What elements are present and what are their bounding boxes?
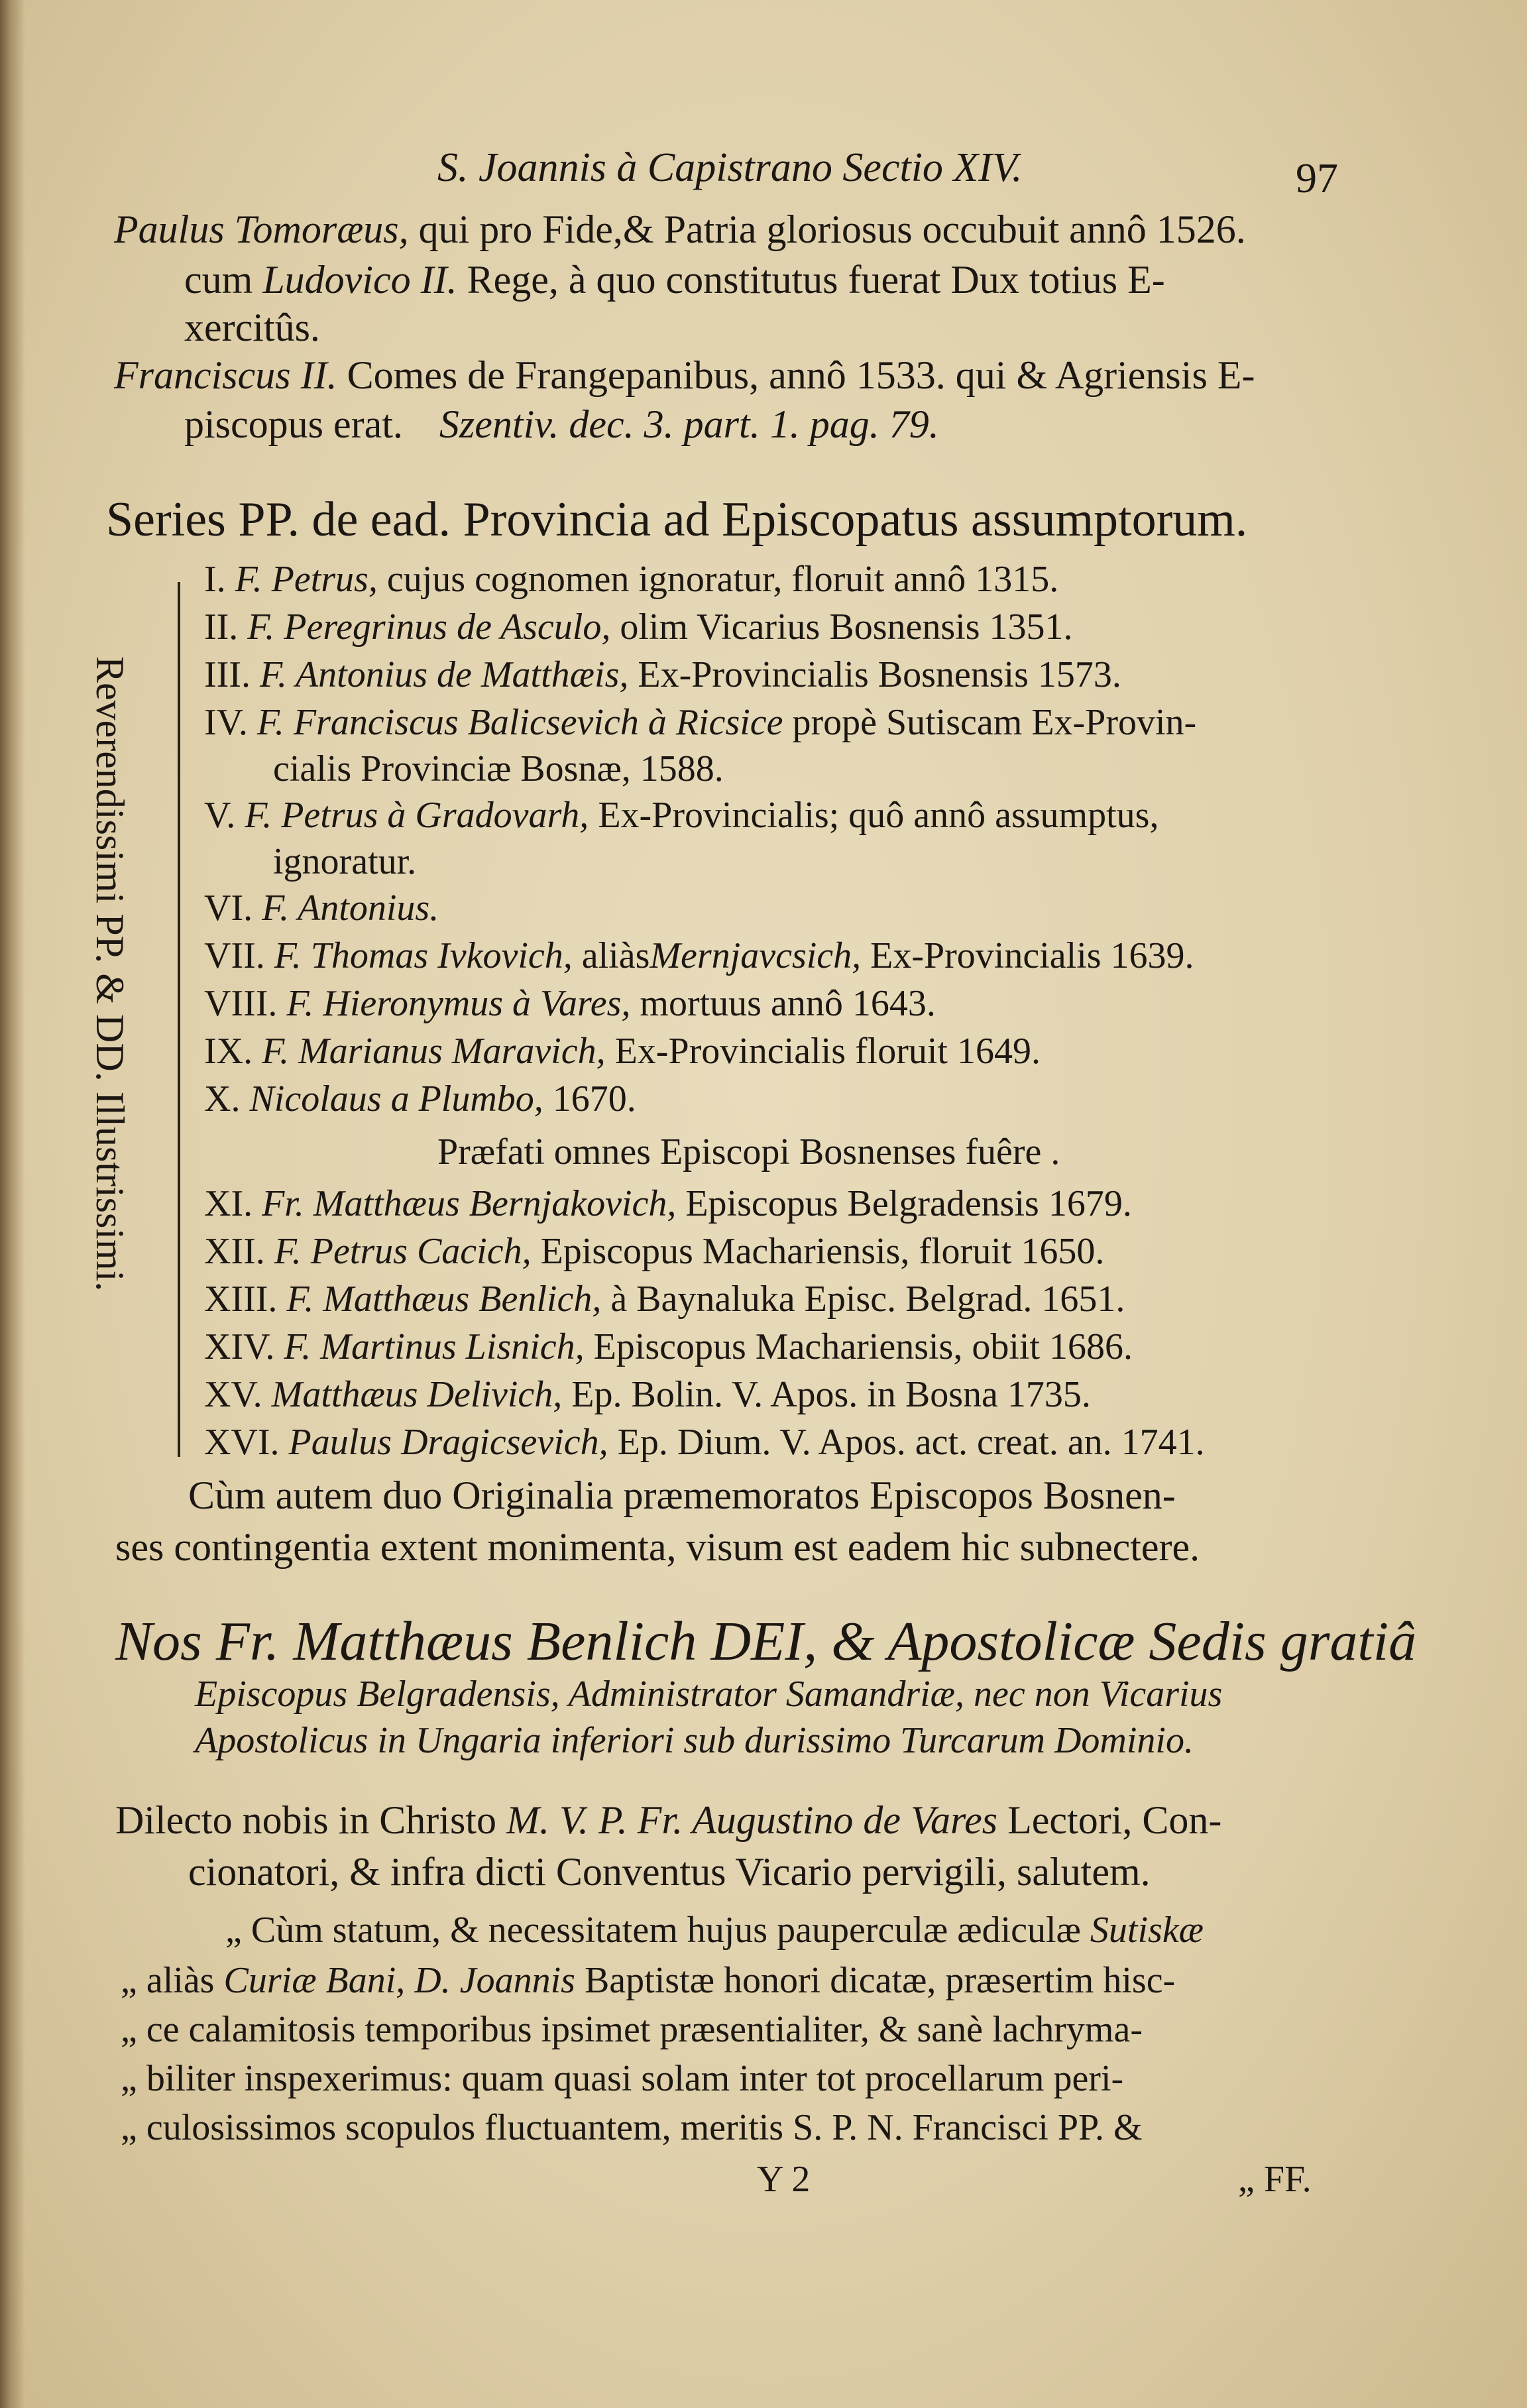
- bishop-name: Matthæus Delivich,: [271, 1374, 563, 1415]
- bishop-name: F. Petrus,: [235, 559, 378, 600]
- franciscus-line-1: [114, 353, 1255, 398]
- bishop-num: VI.: [204, 888, 253, 929]
- bishop-detail: Ep. Dium. V. Apos. act. creat. an. 1741.: [617, 1422, 1205, 1463]
- quote-line-1: [225, 1909, 1204, 1951]
- tomoraeus-name: Paulus Tomoræus,: [114, 207, 409, 251]
- quote-text-2b: Baptistæ honori dicatæ, præsertim hisc-: [584, 1960, 1176, 2001]
- curiae-bani-name: Curiæ Bani, D. Joannis: [223, 1960, 575, 2001]
- bishop-detail: Ep. Bolin. V. Apos. in Bosna 1735.: [571, 1374, 1091, 1415]
- side-label-vertical: Reverendissimi PP. & DD. Illustrissimi.: [88, 656, 132, 1292]
- bishop-name: F. Antonius.: [262, 888, 439, 929]
- bishop-row-9: [204, 1030, 1041, 1072]
- bishop-name: F. Hieronymus à Vares,: [286, 983, 631, 1024]
- quote-text-2a: „ aliàs: [121, 1960, 215, 2001]
- series-heading: Series PP. de ead. Provincia ad Episcopatus assumptorum.: [106, 492, 1248, 547]
- bishop-row-11: [204, 1182, 1132, 1225]
- bishop-num: X.: [204, 1078, 241, 1119]
- franciscus-text-1: Comes de Frangepanibus, annô 1533. qui & Agriensis E-: [347, 353, 1255, 397]
- bishop-name: F. Petrus à Gradovarh,: [245, 795, 589, 836]
- bishop-row-10: [204, 1078, 636, 1120]
- bishop-row-4: [204, 701, 1196, 744]
- bishop-row-3: [204, 654, 1121, 696]
- franciscus-text-2a: piscopus erat.: [184, 402, 403, 446]
- nos-title-b: & Apostolicæ Sedis gratiâ: [831, 1611, 1417, 1672]
- cum-autem-line-1: Cùm autem duo Originalia præmemoratos Episcopos Bosnen-: [188, 1473, 1176, 1517]
- bishop-num: XVI.: [204, 1422, 280, 1463]
- bishop-num: XV.: [204, 1374, 262, 1415]
- bishop-num: XII.: [204, 1231, 265, 1272]
- bishop-row-15: [204, 1373, 1091, 1416]
- bishop-alias-name: Mernjavcsich,: [650, 935, 862, 976]
- tomoraeus-line-3: xercitûs.: [184, 306, 320, 349]
- catchword: „ FF.: [1238, 2159, 1312, 2200]
- signature-mark: Y 2: [757, 2159, 811, 2200]
- franciscus-line-2: [184, 402, 939, 447]
- tomoraeus-text-2b: Rege, à quo constitutus fuerat Dux totius E-: [467, 258, 1165, 302]
- praefati-line: Præfati omnes Episcopi Bosnenses fuêre .: [437, 1131, 1060, 1173]
- bishop-alias-word: aliàs: [581, 935, 650, 976]
- bishop-num: VII.: [204, 935, 265, 976]
- bishop-detail: 1670.: [552, 1078, 636, 1119]
- bishop-num: IX.: [204, 1031, 253, 1072]
- nos-line-2: Episcopus Belgradensis, Administrator Samandriæ, nec non Vicarius: [195, 1674, 1223, 1715]
- bishop-name: Fr. Matthæus Bernjakovich,: [262, 1183, 677, 1224]
- bishop-row-13: [204, 1278, 1125, 1320]
- nos-line-1: [115, 1609, 1416, 1674]
- bishop-name: F. Peregrinus de Asculo,: [247, 606, 611, 648]
- page-number: 97: [1296, 154, 1338, 201]
- bishop-row-4-cont: cialis Provinciæ Bosnæ, 1588.: [273, 748, 724, 789]
- ludovico-name: Ludovico II.: [262, 258, 457, 302]
- bishop-num: IV.: [204, 702, 248, 743]
- bishop-name: F. Antonius de Matthæis,: [259, 654, 629, 695]
- bishop-name: F. Thomas Ivkovich,: [274, 935, 573, 976]
- bishop-detail: Ex-Provincialis 1639.: [870, 935, 1194, 976]
- bishop-num: XIV.: [204, 1326, 275, 1367]
- tomoraeus-line-2: [184, 257, 1165, 303]
- quote-line-4: „ biliter inspexerimus: quam quasi solam inter tot procellarum peri-: [121, 2058, 1124, 2099]
- bishop-row-2: [204, 606, 1072, 648]
- binding-gutter: [0, 0, 25, 2408]
- bishop-row-12: [204, 1230, 1104, 1273]
- bishop-row-8: [204, 982, 936, 1025]
- running-title: S. Joannis à Capistrano Sectio XIV.: [437, 145, 1023, 190]
- bishop-detail: Ex-Provincialis Bosnensis 1573.: [638, 654, 1121, 695]
- bishop-detail: Ex-Provincialis; quô annô assumptus,: [598, 795, 1159, 836]
- tomoraeus-text-2a: cum: [184, 258, 253, 302]
- bishop-detail: olim Vicarius Bosnensis 1351.: [620, 606, 1073, 648]
- dilecto-text-1b: Lectori, Con-: [1007, 1798, 1222, 1842]
- quote-line-5: „ culosissimos scopulos fluctuantem, meritis S. P. N. Francisci PP. &: [121, 2107, 1143, 2148]
- bishop-detail: Episcopus Belgradensis 1679.: [685, 1183, 1132, 1224]
- bishop-row-1: [204, 558, 1058, 601]
- bishop-name: F. Marianus Maravich,: [262, 1031, 606, 1072]
- nos-title: Nos Fr. Matthæus Benlich DEI,: [115, 1611, 818, 1672]
- bishop-name: Paulus Dragicsevich,: [288, 1422, 608, 1463]
- bishop-detail: Episcopus Machariensis, obiit 1686.: [593, 1326, 1133, 1367]
- bishop-detail: Ex-Provincialis floruit 1649.: [614, 1031, 1041, 1072]
- bishop-detail: propè Sutiscam Ex-Provin-: [792, 702, 1197, 743]
- list-bracket: [178, 582, 187, 1457]
- bishop-detail: à Baynaluka Episc. Belgrad. 1651.: [610, 1279, 1125, 1320]
- bishop-row-16: [204, 1421, 1205, 1463]
- szentiv-reference: Szentiv. dec. 3. part. 1. pag. 79.: [439, 402, 939, 446]
- bishop-num: VIII.: [204, 983, 278, 1024]
- dilecto-text-1a: Dilecto nobis in Christo: [115, 1798, 496, 1842]
- bishop-num: XI.: [204, 1183, 253, 1224]
- bishop-name: Nicolaus a Plumbo,: [249, 1078, 543, 1119]
- bishop-row-7: [204, 935, 1194, 977]
- bishop-num: XIII.: [204, 1279, 278, 1320]
- tomoraeus-line-1: [114, 207, 1246, 253]
- bishop-name: F. Matthæus Benlich,: [286, 1279, 602, 1320]
- quote-text-1a: „ Cùm statum, & necessitatem hujus pauperculæ ædiculæ: [225, 1910, 1081, 1951]
- bishop-row-5: [204, 794, 1159, 836]
- dilecto-line-2: cionatori, & infra dicti Conventus Vicario pervigili, salutem.: [188, 1850, 1151, 1894]
- quote-line-2: [121, 1959, 1175, 2002]
- bishop-name: F. Petrus Cacich,: [274, 1231, 532, 1272]
- bishop-num: I.: [204, 559, 226, 600]
- bishop-num: III.: [204, 654, 251, 695]
- bishop-detail: Episcopus Machariensis, floruit 1650.: [540, 1231, 1105, 1272]
- cum-autem-line-2: ses contingentia extent monimenta, visum est eadem hic subnectere.: [115, 1525, 1200, 1569]
- bishop-row-5-cont: ignoratur.: [273, 841, 417, 882]
- sutiskae-name: Sutiskæ: [1090, 1910, 1204, 1951]
- nos-line-3: Apostolicus in Ungaria inferiori sub durissimo Turcarum Dominio.: [195, 1720, 1194, 1761]
- bishop-detail: cujus cognomen ignoratur, floruit annô 1315.: [386, 559, 1059, 600]
- bishop-name: F. Martinus Lisnich,: [284, 1326, 585, 1367]
- franciscus-name: Franciscus II.: [114, 353, 337, 397]
- bishop-num: II.: [204, 606, 239, 648]
- tomoraeus-text-1: qui pro Fide,& Patria gloriosus occubuit annô 1526.: [418, 207, 1246, 251]
- bishop-row-14: [204, 1326, 1133, 1368]
- dilecto-line-1: [115, 1798, 1221, 1843]
- dilecto-addressee: M. V. P. Fr. Augustino de Vares: [506, 1798, 998, 1842]
- quote-line-3: „ ce calamitosis temporibus ipsimet præsentialiter, & sanè lachryma-: [121, 2009, 1143, 2050]
- bishop-detail: mortuus annô 1643.: [640, 983, 936, 1024]
- bishop-name: F. Franciscus Balicsevich à Ricsice: [256, 702, 783, 743]
- bishop-row-6: [204, 887, 439, 929]
- bishop-num: V.: [204, 795, 236, 836]
